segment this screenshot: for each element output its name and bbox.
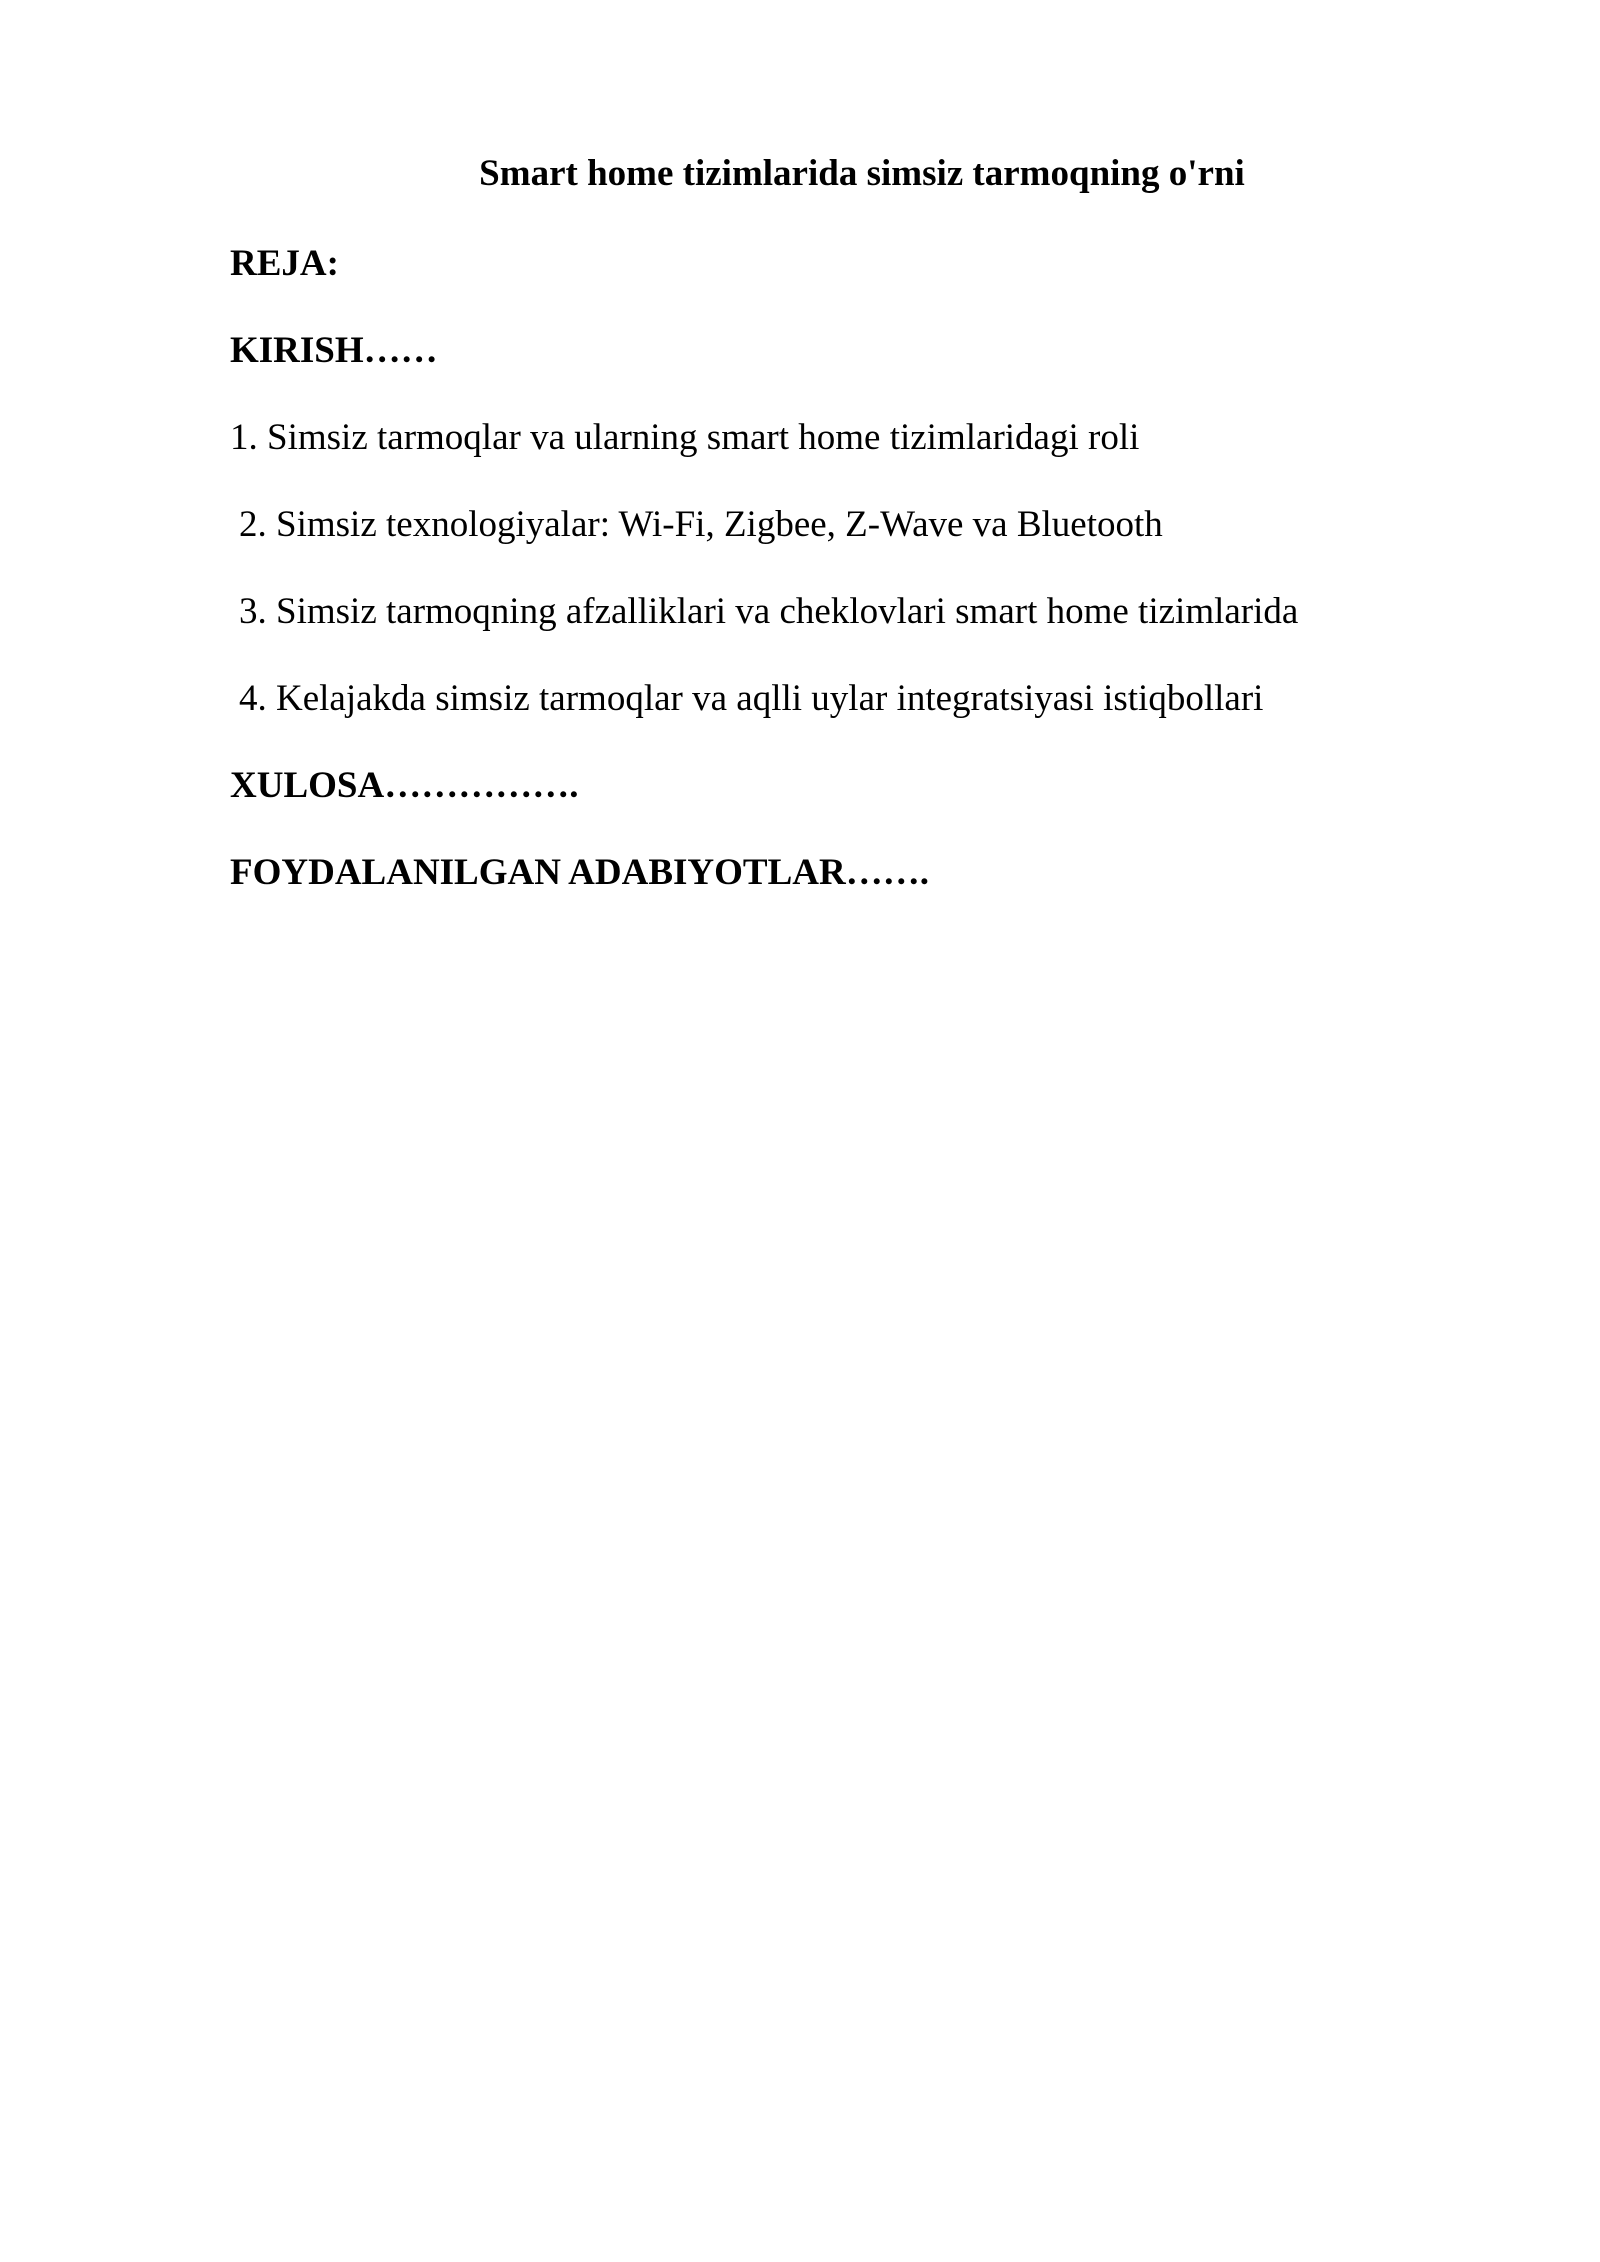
plan-item-4: 4. Kelajakda simsiz tarmoqlar va aqlli uylar integratsiyasi istiqbollari bbox=[239, 678, 1264, 719]
plan-heading: REJA: bbox=[230, 243, 339, 284]
intro-heading: KIRISH…… bbox=[230, 330, 438, 371]
document-title: Smart home tizimlarida simsiz tarmoqning o'rni bbox=[479, 153, 1245, 194]
plan-item-1: 1. Simsiz tarmoqlar va ularning smart home tizimlaridagi roli bbox=[230, 417, 1140, 458]
references-heading: FOYDALANILGAN ADABIYOTLAR……. bbox=[230, 852, 929, 893]
plan-item-2: 2. Simsiz texnologiyalar: Wi-Fi, Zigbee, Z-Wave va Bluetooth bbox=[239, 504, 1163, 545]
plan-item-3: 3. Simsiz tarmoqning afzalliklari va cheklovlari smart home tizimlarida bbox=[239, 591, 1299, 632]
conclusion-heading: XULOSA……………. bbox=[230, 765, 579, 806]
